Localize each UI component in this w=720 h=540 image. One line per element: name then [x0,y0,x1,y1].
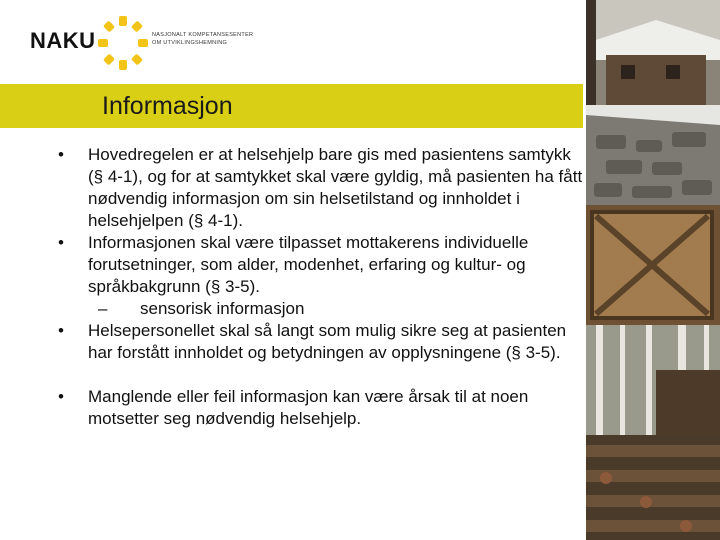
bullet-text: Helsepersonellet skal så langt som mulig sikre seg at pasienten har forstått innholdet og betydningen av opplysningene (§ 3-5). [88,321,567,362]
bullet-icon: • [58,387,64,406]
slide-title: Informasjon [102,92,233,120]
logo-subtitle-line: OM UTVIKLINGSHEMNING [152,40,228,46]
sun-burst-icon [96,14,150,72]
title-band [0,84,583,128]
naku-logo [30,14,270,72]
logo-wordmark: NAKU [30,28,96,53]
bullet-icon: • [58,321,64,340]
bullet-icon: • [58,233,64,252]
list-item [58,232,588,298]
list-item [58,144,588,232]
sub-list-item [58,298,588,320]
bullet-text: Hovedregelen er at helsehjelp bare gis med pasientens samtykk (§ 4-1), og for at samtykket skal være gyldig, må pasienten ha fått nødvendig informasjon om sin helsetilstand og innholdet i helsehjelpen (§ 4-1). [88,145,583,230]
bullet-icon: • [58,145,64,164]
logo-subtitle [152,31,253,47]
sub-bullet-text: sensorisk informasjon [140,299,305,318]
bullet-text: Informasjonen skal være tilpasset mottakerens individuelle forutsetninger, som alder, modenhet, erfaring og kultur- og språkbakgrunn (§ 3-5). [88,233,529,296]
spacer [58,364,588,386]
photo-collage-image [586,0,720,540]
photo-collage [586,0,720,540]
list-item [58,386,588,430]
logo-subtitle-line: NASJONALT KOMPETANSESENTER [152,32,254,38]
bullet-text: Manglende eller feil informasjon kan være årsak til at noen motsetter seg nødvendig helsehjelp. [88,387,529,428]
bullet-list [58,144,588,430]
dash-icon: – [98,299,108,318]
list-item [58,320,588,364]
